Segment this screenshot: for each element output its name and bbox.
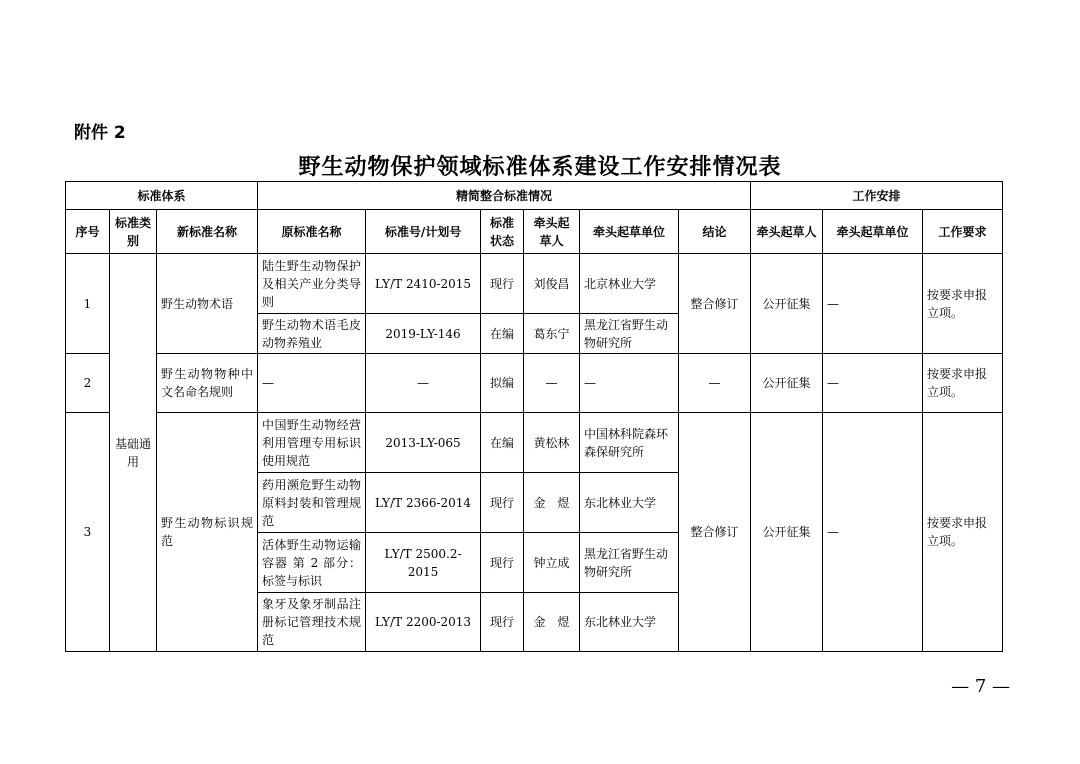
cell-unit: 东北林业大学 xyxy=(580,473,679,533)
cell-drafter: — xyxy=(524,354,580,413)
cell-std-no: 2013-LY-065 xyxy=(366,413,481,473)
cell-orig-name: — xyxy=(258,354,366,413)
cell-std-no: LY/T 2410-2015 xyxy=(366,254,481,314)
row-requirement: 按要求申报立项。 xyxy=(923,413,1003,652)
header-std-no: 标准号/计划号 xyxy=(366,210,481,254)
cell-drafter: 葛东宁 xyxy=(524,314,580,354)
cell-status: 在编 xyxy=(481,413,524,473)
cell-drafter: 金 煜 xyxy=(524,473,580,533)
page-number: — 7 — xyxy=(951,676,1010,697)
header-orig-name: 原标准名称 xyxy=(258,210,366,254)
row-no: 2 xyxy=(66,354,110,413)
row-work-unit: — xyxy=(823,254,923,354)
standards-table xyxy=(65,181,1003,652)
row-new-name: 野生动物物种中文名命名规则 xyxy=(157,354,258,413)
cell-orig-name: 象牙及象牙制品注册标记管理技术规范 xyxy=(258,593,366,652)
cell-drafter: 钟立成 xyxy=(524,533,580,593)
row-no: 3 xyxy=(66,413,110,652)
row-conclusion: — xyxy=(679,354,751,413)
cell-drafter: 刘俊昌 xyxy=(524,254,580,314)
cell-unit: 黑龙江省野生动物研究所 xyxy=(580,533,679,593)
group-streamline: 精简整合标准情况 xyxy=(258,182,751,210)
table-row xyxy=(66,254,1003,314)
cell-std-no: LY/T 2366-2014 xyxy=(366,473,481,533)
group-work-arrangement: 工作安排 xyxy=(751,182,1003,210)
cell-drafter: 黄松林 xyxy=(524,413,580,473)
cell-orig-name: 中国野生动物经营利用管理专用标识使用规范 xyxy=(258,413,366,473)
header-status: 标准状态 xyxy=(481,210,524,254)
row-conclusion: 整合修订 xyxy=(679,413,751,652)
cell-unit: 中国林科院森环森保研究所 xyxy=(580,413,679,473)
row-work-drafter: 公开征集 xyxy=(751,354,823,413)
cell-status: 在编 xyxy=(481,314,524,354)
cell-unit: 东北林业大学 xyxy=(580,593,679,652)
header-drafter: 牵头起草人 xyxy=(524,210,580,254)
header-conclusion: 结论 xyxy=(679,210,751,254)
cell-unit: 北京林业大学 xyxy=(580,254,679,314)
cell-unit: — xyxy=(580,354,679,413)
header-work-unit: 牵头起草单位 xyxy=(823,210,923,254)
row-conclusion: 整合修订 xyxy=(679,254,751,354)
header-work-drafter: 牵头起草人 xyxy=(751,210,823,254)
header-no: 序号 xyxy=(66,210,110,254)
header-category: 标准类别 xyxy=(110,210,157,254)
table-row xyxy=(66,354,1003,413)
header-unit: 牵头起草单位 xyxy=(580,210,679,254)
cell-status: 现行 xyxy=(481,254,524,314)
group-standard-system: 标准体系 xyxy=(66,182,258,210)
header-requirement: 工作要求 xyxy=(923,210,1003,254)
cell-std-no: — xyxy=(366,354,481,413)
cell-orig-name: 野生动物术语毛皮动物养殖业 xyxy=(258,314,366,354)
table-row xyxy=(66,413,1003,473)
cell-orig-name: 陆生野生动物保护及相关产业分类导则 xyxy=(258,254,366,314)
cell-orig-name: 活体野生动物运输容器 第 2 部分：标签与标识 xyxy=(258,533,366,593)
cell-unit: 黑龙江省野生动物研究所 xyxy=(580,314,679,354)
cell-status: 现行 xyxy=(481,593,524,652)
cell-std-no: LY/T 2500.2-2015 xyxy=(366,533,481,593)
page-title: 野生动物保护领域标准体系建设工作安排情况表 xyxy=(298,154,782,180)
cell-status: 现行 xyxy=(481,473,524,533)
row-work-drafter: 公开征集 xyxy=(751,413,823,652)
header-new-name: 新标准名称 xyxy=(157,210,258,254)
row-requirement: 按要求申报立项。 xyxy=(923,354,1003,413)
row-new-name: 野生动物标识规范 xyxy=(157,413,258,652)
cell-status: 拟编 xyxy=(481,354,524,413)
cell-drafter: 金 煜 xyxy=(524,593,580,652)
row-work-drafter: 公开征集 xyxy=(751,254,823,354)
cell-status: 现行 xyxy=(481,533,524,593)
row-new-name: 野生动物术语 xyxy=(157,254,258,354)
row-requirement: 按要求申报立项。 xyxy=(923,254,1003,354)
cell-std-no: LY/T 2200-2013 xyxy=(366,593,481,652)
group-header-row xyxy=(66,182,1003,210)
column-header-row xyxy=(66,210,1003,254)
row-category: 基础通用 xyxy=(110,254,157,652)
attachment-label: 附件 2 xyxy=(74,123,126,143)
cell-orig-name: 药用濒危野生动物原料封装和管理规范 xyxy=(258,473,366,533)
row-work-unit: — xyxy=(823,413,923,652)
cell-std-no: 2019-LY-146 xyxy=(366,314,481,354)
row-work-unit: — xyxy=(823,354,923,413)
row-no: 1 xyxy=(66,254,110,354)
